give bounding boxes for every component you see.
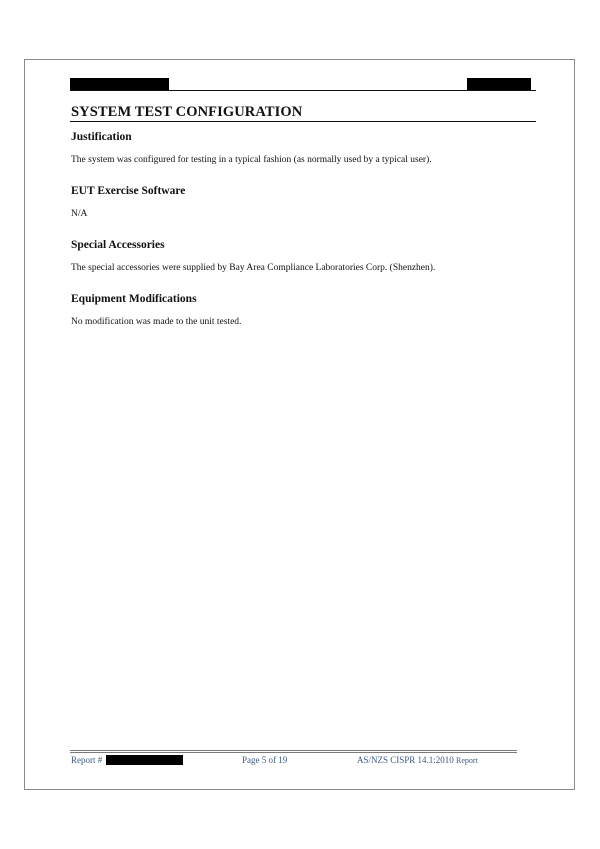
- eut-software-heading: EUT Exercise Software: [71, 185, 186, 197]
- special-accessories-heading: Special Accessories: [71, 239, 165, 251]
- page-border: [24, 59, 575, 790]
- footer-rule-bottom: [70, 752, 517, 753]
- justification-text: The system was configured for testing in a typical fashion (as normally used by a typical user).: [71, 155, 432, 165]
- equipment-modifications-heading: Equipment Modifications: [71, 293, 197, 305]
- footer-report-suffix: Report: [456, 756, 478, 765]
- special-accessories-text: The special accessories were supplied by Bay Area Compliance Laboratories Corp. (Shenzhen).: [71, 263, 436, 273]
- footer-standard: [357, 755, 478, 765]
- footer-report-number-redaction: [106, 755, 183, 765]
- header-redaction-right: [467, 78, 531, 90]
- footer-page-number: Page 5 of 19: [242, 755, 288, 765]
- footer-report-label: Report #: [71, 755, 103, 765]
- eut-software-text: N/A: [71, 209, 88, 219]
- justification-heading: Justification: [71, 131, 132, 143]
- section-title: SYSTEM TEST CONFIGURATION: [71, 104, 303, 120]
- equipment-modifications-text: No modification was made to the unit tested.: [71, 317, 242, 327]
- title-rule: [70, 121, 536, 122]
- header-rule: [70, 90, 536, 91]
- footer-rule-top: [70, 750, 517, 751]
- header-redaction-left: [70, 78, 169, 90]
- footer-standard-label: AS/NZS CISPR 14.1:2010: [357, 755, 454, 765]
